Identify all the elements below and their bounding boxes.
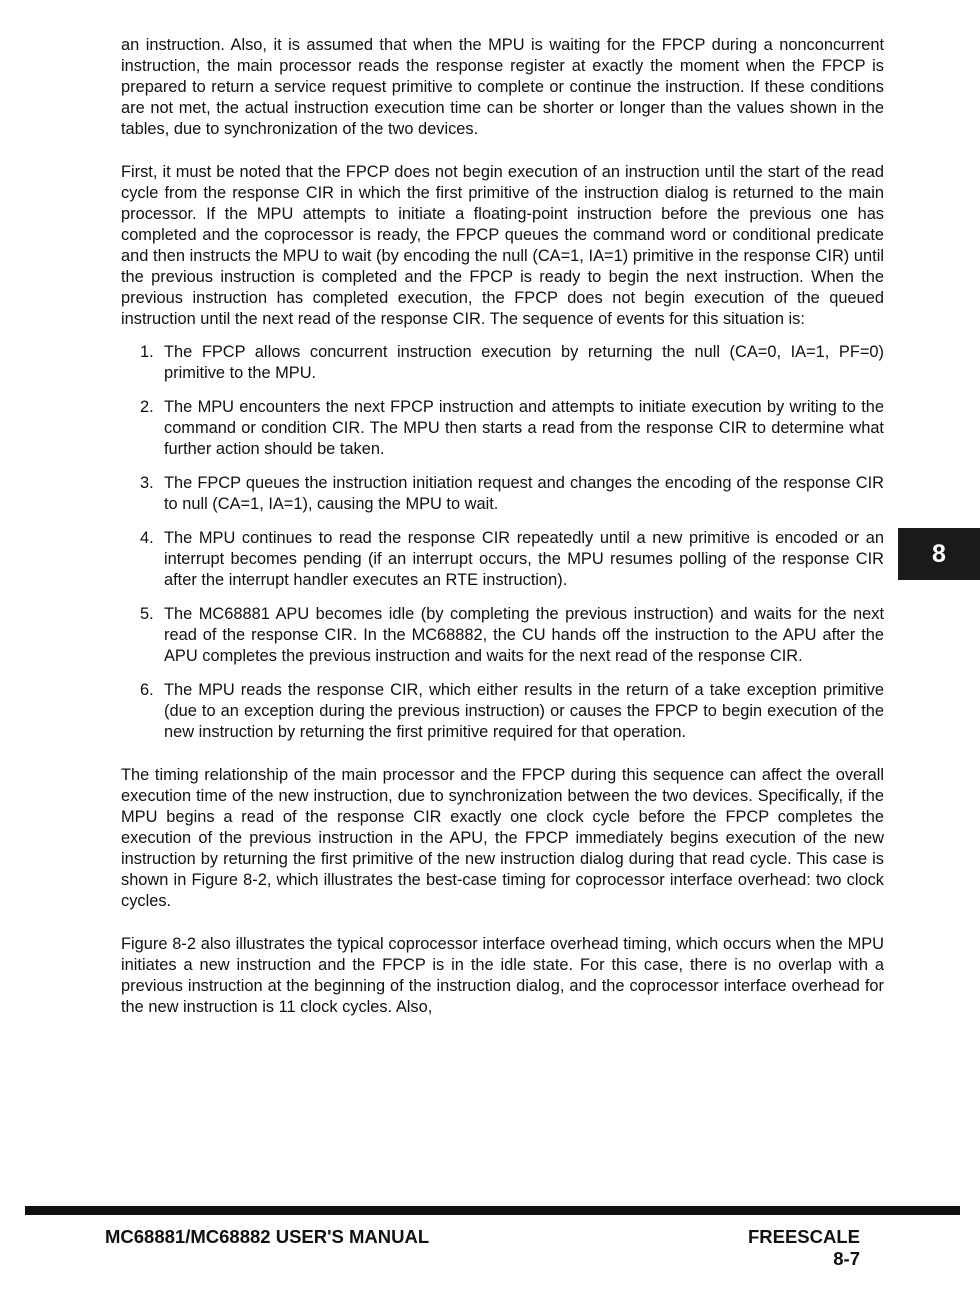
list-item-number: 2. [140,398,154,416]
section-tab: 8 [898,528,980,580]
paragraph-timing-relationship: The timing relationship of the main processor and the FPCP during this sequence can affect the overall execution time of the new instruction, due to synchronization between the two devices. Specifically, if the MPU begins a read of the response CIR exactly one clock cycle before the FPCP completes the execution of the previous instruction in the APU, the FPCP immediately begins execution of the new instruction by returning the first primitive of the new instruction dialog during that read cycle. This case is shown in Figure 8-2, which illustrates the best-case timing for coprocessor interface overhead: two clock cycles. [121,766,884,910]
list-item-number: 5. [140,605,154,623]
list-item-number: 3. [140,474,154,492]
footer-right-block [700,1226,860,1270]
list-item-number: 4. [140,529,154,547]
footer-rule [25,1206,960,1215]
list-item [121,397,884,460]
list-item-text: The FPCP allows concurrent instruction execution by returning the null (CA=0, IA=1, PF=0) primitive to the MPU. [164,343,884,382]
list-item-text: The MPU reads the response CIR, which either results in the return of a take exception primitive (due to an exception during the previous instruction) or causes the FPCP to begin execution of the new instruction by returning the first primitive required for that operation. [164,681,884,741]
list-item-text: The MPU encounters the next FPCP instruction and attempts to initiate execution by writing to the command or condition CIR. The MPU then starts a read from the response CIR to determine what further action should be taken. [164,398,884,458]
footer-manual-title: MC68881/MC68882 USER'S MANUAL [105,1226,430,1247]
list-item [121,528,884,591]
paragraph-intro: an instruction. Also, it is assumed that when the MPU is waiting for the FPCP during a nonconcurrent instruction, the main processor reads the response register at exactly the moment when the FPCP is prepared to return a service request primitive to complete or continue the instruction. If these conditions are not met, the actual instruction execution time can be shorter or longer than the values shown in the tables, due to synchronization of the two devices. [121,36,884,138]
footer-publisher: FREESCALE [747,1226,860,1247]
list-item [121,473,884,515]
page-number: 8-7 [833,1248,860,1269]
list-item-text: The MC68881 APU becomes idle (by completing the previous instruction) and waits for the next read of the response CIR. In the MC68882, the CU hands off the instruction to the APU after the APU completes the previous instruction and waits for the next read of the response CIR. [164,605,884,665]
page-body [121,35,884,1018]
list-item-number: 1. [140,343,154,361]
list-item-text: The FPCP queues the instruction initiation request and changes the encoding of the response CIR to null (CA=1, IA=1), causing the MPU to wait. [164,474,884,513]
paragraph-typical-overhead: Figure 8-2 also illustrates the typical coprocessor interface overhead timing, which occurs when the MPU initiates a new instruction and the FPCP is in the idle state. For this case, there is no overlap with a previous instruction at the beginning of the instruction dialog, and the coprocessor interface overhead for the new instruction is 11 clock cycles. Also, [121,935,884,1016]
list-item [121,342,884,384]
list-item [121,680,884,743]
list-item [121,604,884,667]
list-item-number: 6. [140,681,154,699]
list-item-text: The MPU continues to read the response CIR repeatedly until a new primitive is encoded or an interrupt becomes pending (if an interrupt occurs, the MPU resumes polling of the response CIR after the interrupt handler executes an RTE instruction). [164,529,884,589]
event-sequence-list [121,342,884,743]
paragraph-sequence-intro: First, it must be noted that the FPCP does not begin execution of an instruction until the start of the read cycle from the response CIR in which the first primitive of the instruction dialog is returned to the main processor. If the MPU attempts to initiate a floating-point instruction before the previous one has completed and the coprocessor is ready, the FPCP queues the command word or conditional predicate and then instructs the MPU to wait (by encoding the null (CA=1, IA=1) primitive in the response CIR) until the previous instruction is completed and the FPCP is ready to begin the next instruction. When the previous instruction has completed execution, the FPCP does not begin execution of the queued instruction until the next read of the response CIR. The sequence of events for this situation is: [121,163,884,328]
